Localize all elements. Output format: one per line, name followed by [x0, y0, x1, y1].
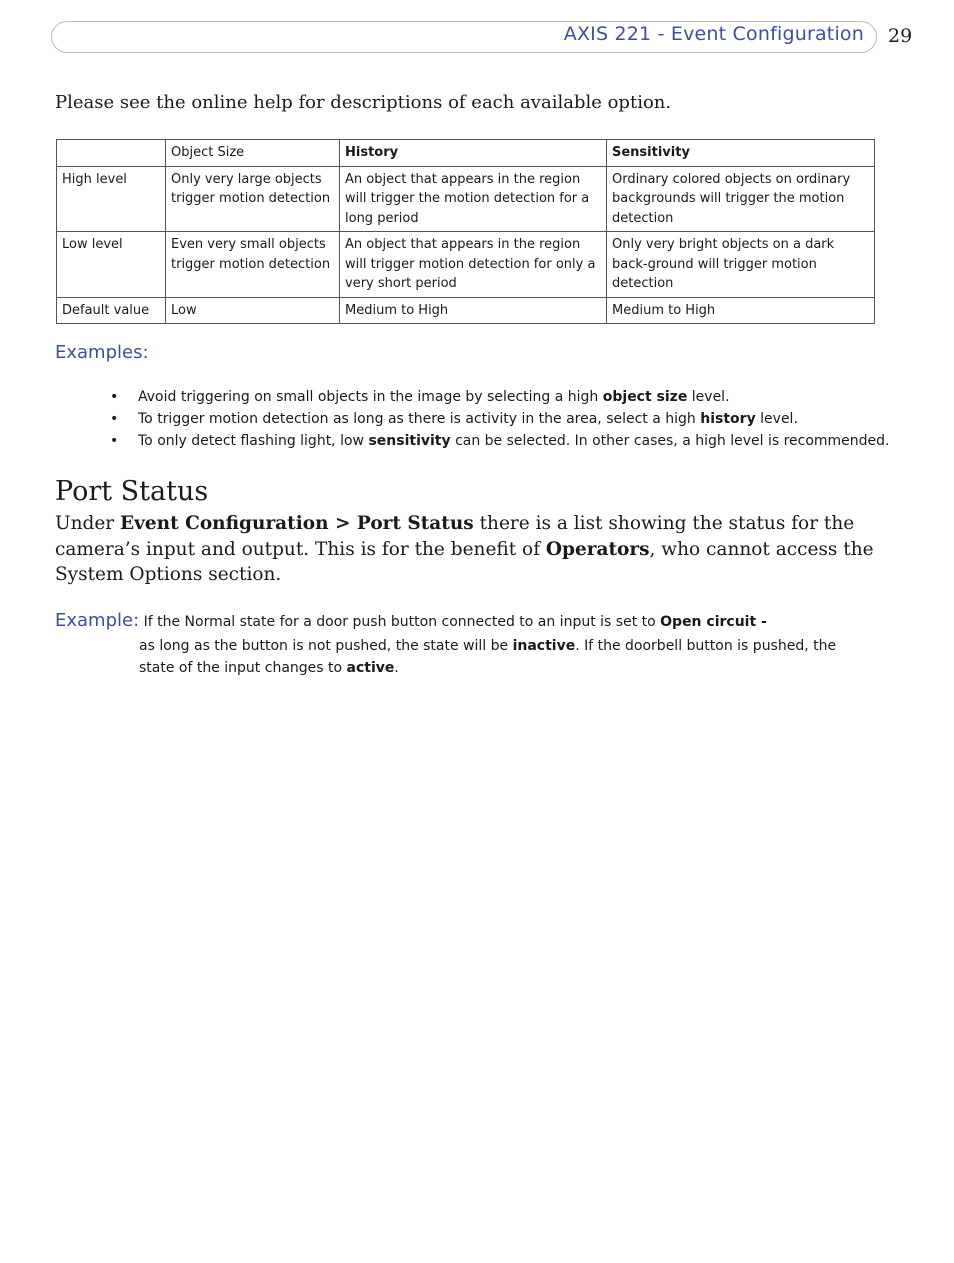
table-cell: An object that appears in the region will trigger the motion detection for a long period — [340, 166, 607, 232]
table-cell: Default value — [57, 297, 166, 324]
example-text: If the Normal state for a door push button connected to an input is set to Open circuit - — [143, 614, 767, 630]
table-cell: An object that appears in the region will trigger motion detection for only a very short period — [340, 232, 607, 298]
table-row — [57, 166, 875, 232]
examples-heading: Examples: — [55, 342, 149, 363]
table-header-cell: Sensitivity — [607, 140, 875, 167]
example-continuation: as long as the button is not pushed, the state will be inactive. If the doorbell button is pushed, the state of the input changes to active. — [139, 638, 837, 676]
table-row — [57, 297, 875, 324]
table-header-cell — [57, 140, 166, 167]
table-header-cell: Object Size — [166, 140, 340, 167]
bullet-icon: • — [110, 433, 119, 449]
table-cell: Only very large objects trigger motion detection — [166, 166, 340, 232]
table-cell: Medium to High — [340, 297, 607, 324]
table-cell: Ordinary colored objects on ordinary backgrounds will trigger the motion detection — [607, 166, 875, 232]
header-title: AXIS 221 - Event Configuration — [563, 23, 864, 45]
table-row — [57, 232, 875, 298]
list-item: • To trigger motion detection as long as there is activity in the area, select a high history level. — [110, 408, 900, 430]
page-number: 29 — [888, 25, 913, 47]
table-cell: Even very small objects trigger motion detection — [166, 232, 340, 298]
bullet-icon: • — [110, 411, 119, 427]
table-cell: Low — [166, 297, 340, 324]
examples-list — [110, 386, 900, 452]
list-item: • To only detect flashing light, low sensitivity can be selected. In other cases, a high level is recommended. — [110, 430, 900, 452]
table-cell: High level — [57, 166, 166, 232]
table-cell: Medium to High — [607, 297, 875, 324]
table-header-row — [57, 140, 875, 167]
section-body: Under Event Configuration > Port Status there is a list showing the status for the camera’s input and output. This is for the benefit of Operators, who cannot access the System Options section. — [55, 513, 874, 585]
example-label: Example: — [55, 610, 140, 631]
section-title: Port Status — [55, 476, 209, 507]
bullet-icon: • — [110, 389, 119, 405]
table-header-cell: History — [340, 140, 607, 167]
table-cell: Low level — [57, 232, 166, 298]
table-cell: Only very bright objects on a dark back-ground will trigger motion detection — [607, 232, 875, 298]
example-block — [55, 610, 875, 633]
intro-text: Please see the online help for descriptions of each available option. — [55, 92, 672, 113]
list-item: • Avoid triggering on small objects in the image by selecting a high object size level. — [110, 386, 900, 408]
options-table — [56, 139, 875, 324]
